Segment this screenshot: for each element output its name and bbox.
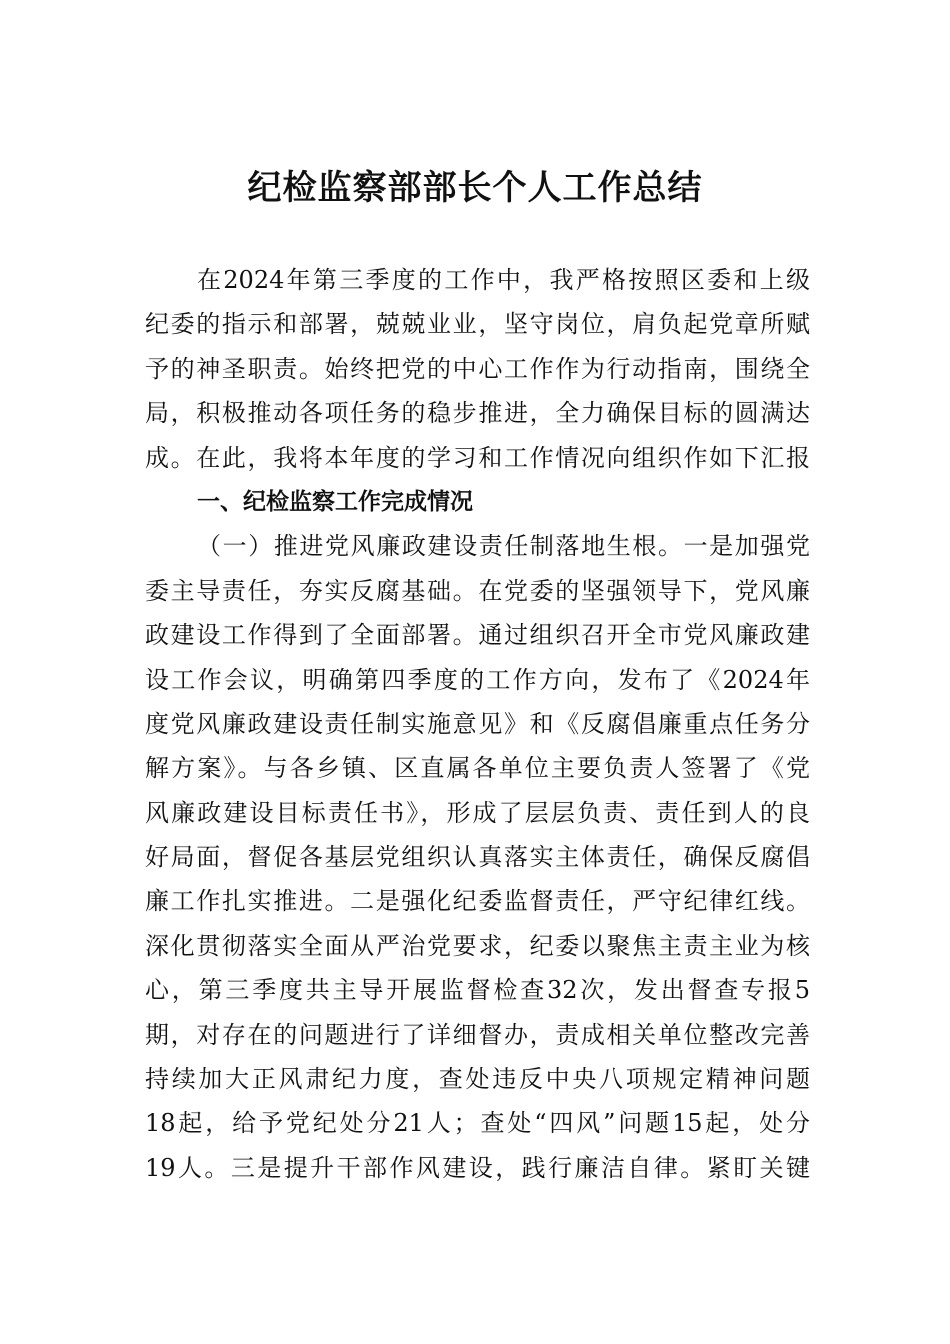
paragraph-line: 度党风廉政建设责任制实施意见》和《反腐倡廉重点任务分	[145, 709, 810, 738]
paragraph-line: 政建设工作得到了全面部署。通过组织召开全市党风廉政建	[145, 621, 810, 650]
document-title: 纪检监察部部长个人工作总结	[247, 168, 703, 208]
paragraph-line: （一）推进党风廉政建设责任制落地生根。一是加强党	[197, 532, 810, 561]
paragraph-line: 设工作会议，明确第四季度的工作方向，发布了《2024年	[145, 665, 810, 694]
section-heading: 一、纪检监察工作完成情况	[197, 488, 473, 515]
paragraph-line: 深化贯彻落实全面从严治党要求，纪委以聚焦主责主业为核	[145, 931, 810, 960]
paragraph-line: 局，积极推动各项任务的稳步推进，全力确保目标的圆满达	[145, 399, 810, 428]
paragraph-line: 纪委的指示和部署，兢兢业业，坚守岗位，肩负起党章所赋	[145, 310, 810, 339]
paragraph-line: 予的神圣职责。始终把党的中心工作作为行动指南，围绕全	[145, 354, 810, 383]
paragraph-line: 19人。三是提升干部作风建设，践行廉洁自律。紧盯关键	[145, 1153, 810, 1182]
paragraph-line: 委主导责任，夯实反腐基础。在党委的坚强领导下，党风廉	[145, 576, 810, 605]
paragraph-line: 在2024年第三季度的工作中，我严格按照区委和上级	[197, 266, 810, 294]
paragraph-line: 心，第三季度共主导开展监督检查32次，发出督查专报5	[145, 976, 810, 1005]
document-body	[145, 258, 810, 1190]
paragraph-line: 18起，给予党纪处分21人；查处“四风”问题15起，处分	[145, 1109, 810, 1138]
paragraph-line: 期，对存在的问题进行了详细督办，责成相关单位整改完善	[145, 1020, 810, 1049]
paragraph-line: 解方案》。与各乡镇、区直属各单位主要负责人签署了《党	[145, 754, 810, 783]
paragraph-line: 持续加大正风肃纪力度，查处违反中央八项规定精神问题	[145, 1065, 810, 1094]
paragraph-line: 风廉政建设目标责任书》，形成了层层负责、责任到人的良	[145, 798, 810, 827]
paragraph-line: 好局面，督促各基层党组织认真落实主体责任，确保反腐倡	[145, 843, 810, 872]
paragraph-line: 成。在此，我将本年度的学习和工作情况向组织作如下汇报	[145, 443, 810, 472]
paragraph-line: 廉工作扎实推进。二是强化纪委监督责任，严守纪律红线。	[145, 887, 810, 916]
